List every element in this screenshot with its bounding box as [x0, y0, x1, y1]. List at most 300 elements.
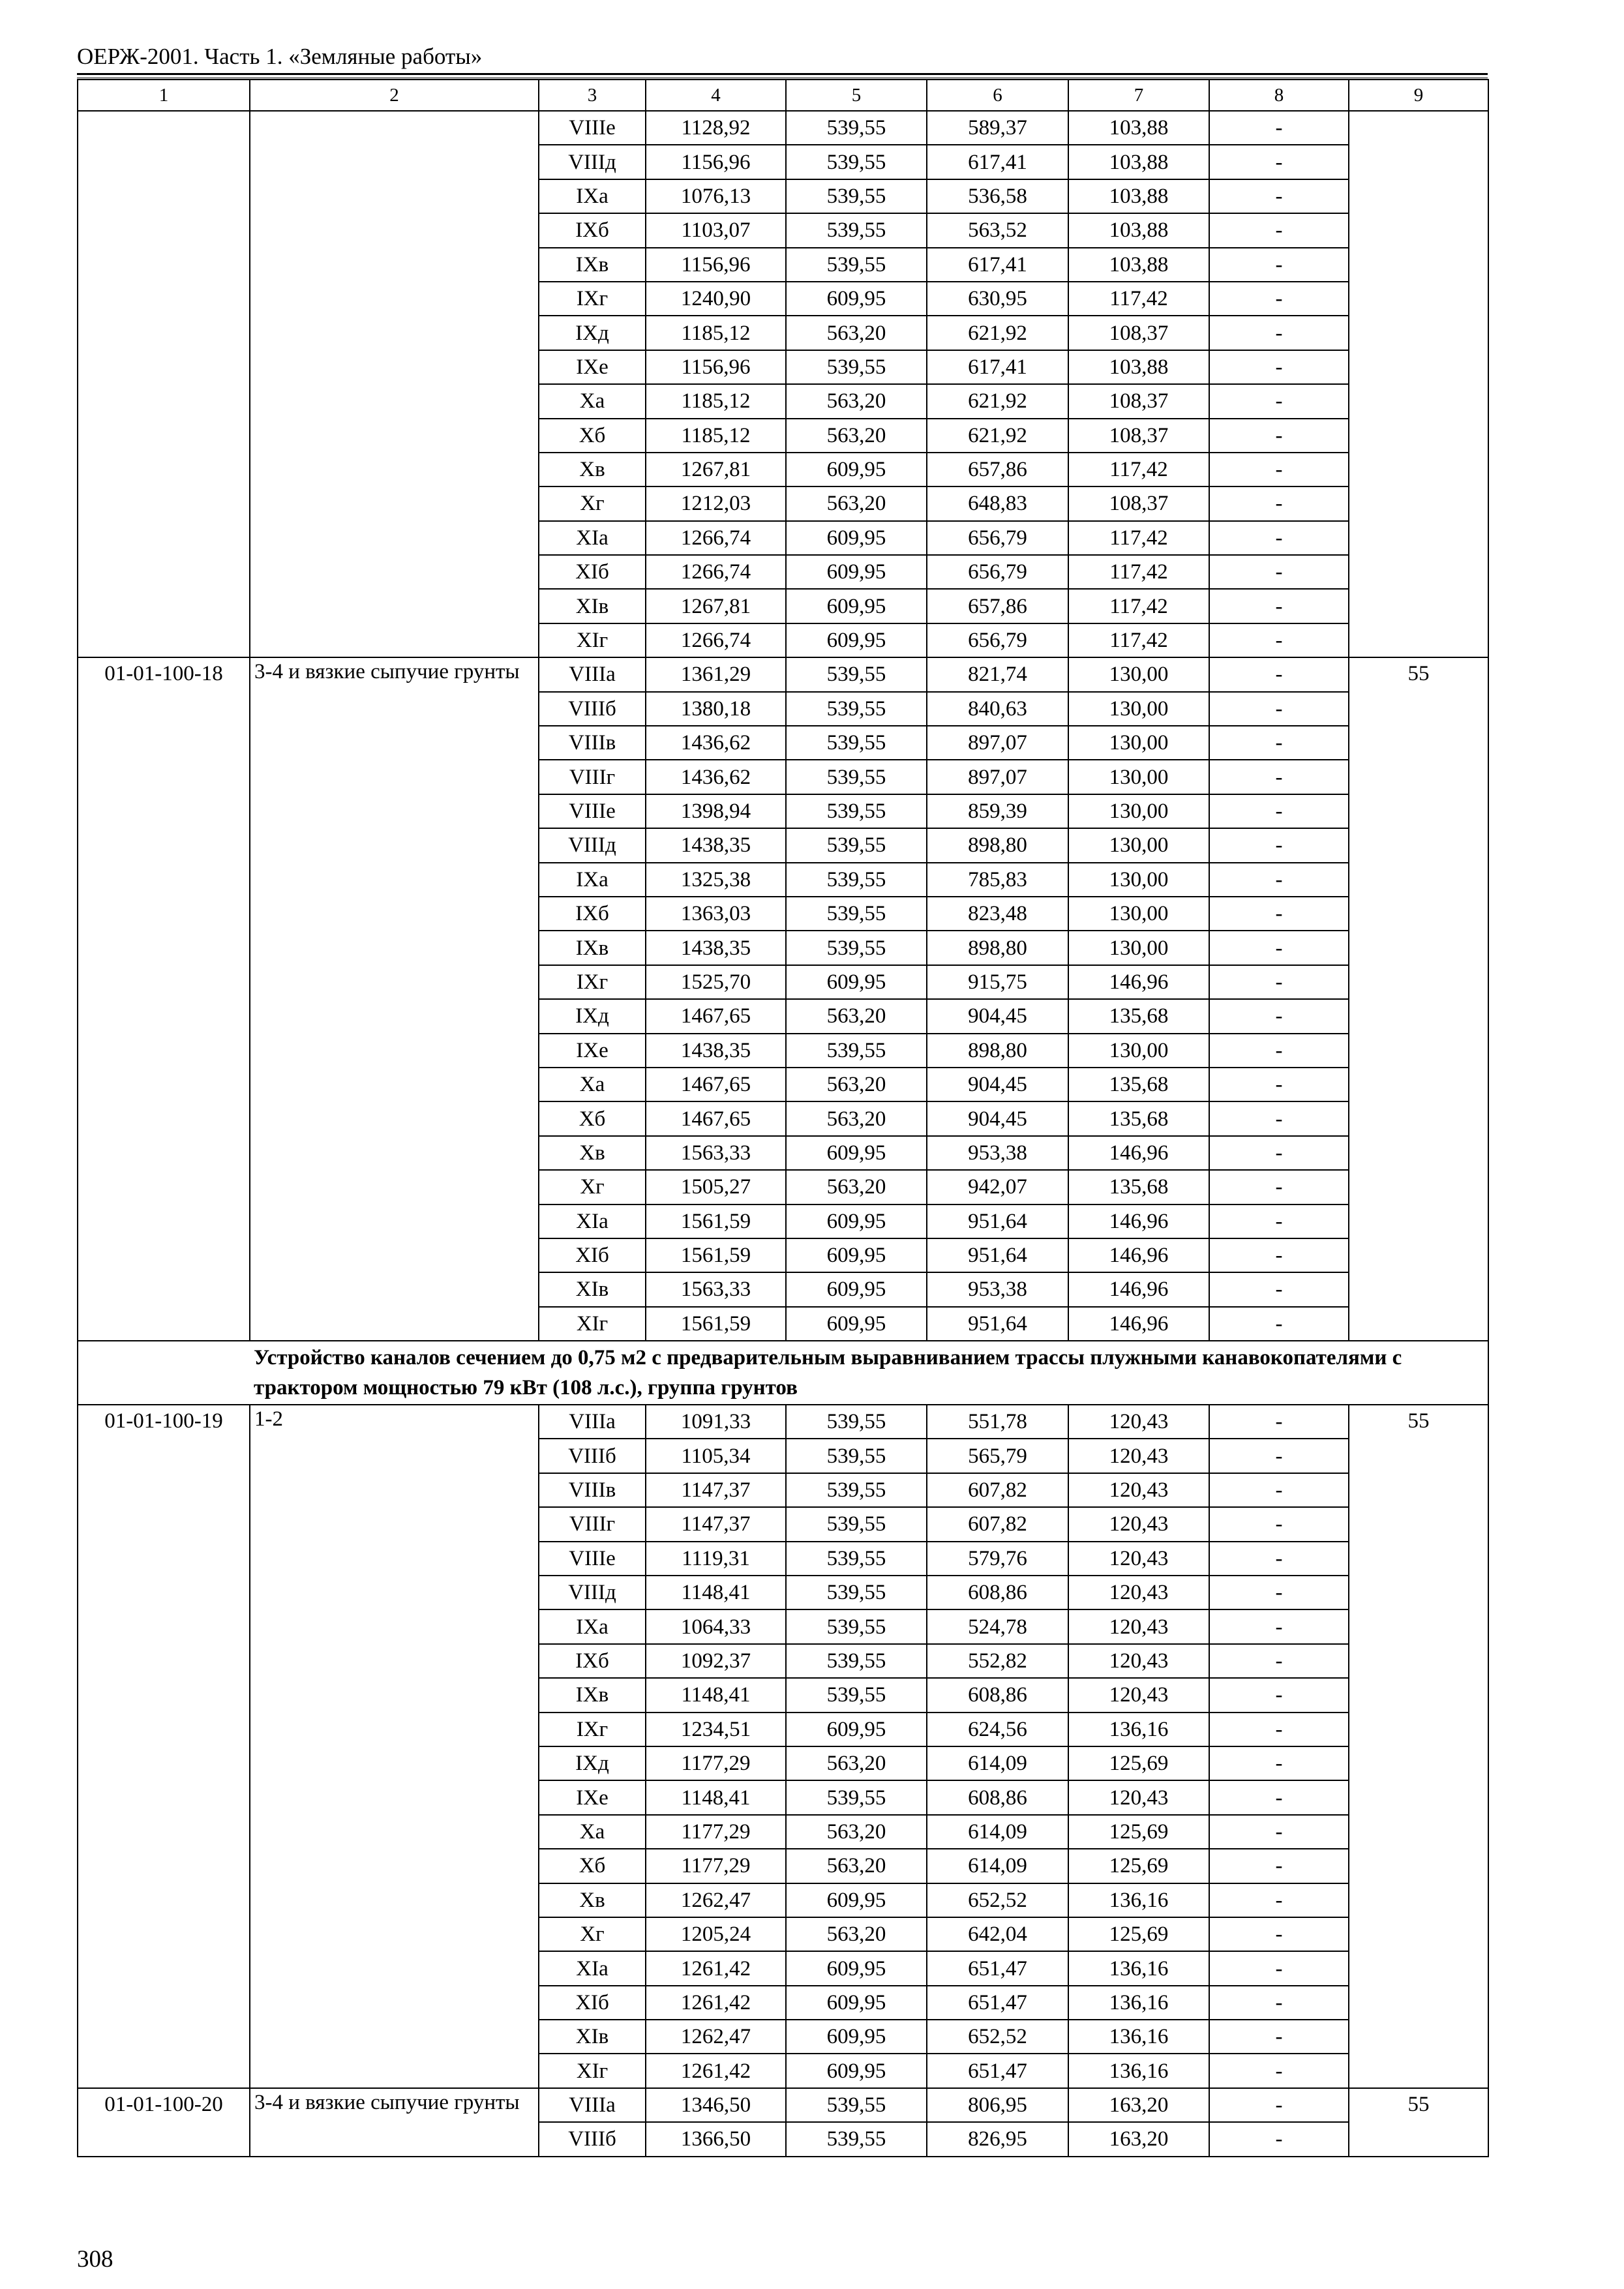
zone-code: Xа [539, 384, 646, 418]
machinist-wages: 103,88 [1068, 350, 1209, 384]
machine-cost: 563,52 [927, 213, 1068, 247]
wages: 609,95 [786, 555, 927, 589]
wages: 609,95 [786, 1951, 927, 1985]
wages: 563,20 [786, 486, 927, 520]
materials-cost: - [1209, 1951, 1349, 1985]
machinist-wages: 130,00 [1068, 692, 1209, 726]
machine-cost: 617,41 [927, 350, 1068, 384]
wages: 563,20 [786, 1917, 927, 1951]
total-cost: 1156,96 [646, 248, 786, 282]
machine-cost: 651,47 [927, 1986, 1068, 2020]
zone-code: XIа [539, 1204, 646, 1238]
materials-cost: - [1209, 692, 1349, 726]
wages: 539,55 [786, 213, 927, 247]
materials-cost: - [1209, 1713, 1349, 1746]
machine-cost: 614,09 [927, 1815, 1068, 1849]
rate-description: 3-4 и вязкие сыпучие грунты [250, 657, 539, 1341]
wages: 539,55 [786, 828, 927, 862]
materials-cost: - [1209, 897, 1349, 931]
materials-cost: - [1209, 2122, 1349, 2156]
machine-cost: 589,37 [927, 111, 1068, 145]
machine-cost: 840,63 [927, 692, 1068, 726]
zone-code: IXв [539, 1678, 646, 1712]
machinist-wages: 103,88 [1068, 111, 1209, 145]
machinist-wages: 103,88 [1068, 213, 1209, 247]
machinist-wages: 125,69 [1068, 1917, 1209, 1951]
total-cost: 1436,62 [646, 760, 786, 794]
zone-code: IXд [539, 999, 646, 1033]
wages: 563,20 [786, 1101, 927, 1135]
column-number: 6 [927, 80, 1068, 111]
machinist-wages: 146,96 [1068, 1307, 1209, 1341]
machinist-wages: 120,43 [1068, 1473, 1209, 1507]
wages: 563,20 [786, 419, 927, 453]
wages: 539,55 [786, 760, 927, 794]
wages: 609,95 [786, 1238, 927, 1272]
materials-cost: - [1209, 1542, 1349, 1576]
wages: 609,95 [786, 521, 927, 555]
zone-code: VIIIг [539, 1507, 646, 1541]
zone-code: XIв [539, 2020, 646, 2054]
machinist-wages: 120,43 [1068, 1780, 1209, 1814]
materials-cost: - [1209, 1746, 1349, 1780]
materials-cost: - [1209, 2020, 1349, 2054]
total-cost: 1262,47 [646, 1883, 786, 1917]
wages: 539,55 [786, 145, 927, 179]
materials-cost: - [1209, 419, 1349, 453]
materials-cost: - [1209, 1849, 1349, 1883]
total-cost: 1234,51 [646, 1713, 786, 1746]
zone-code: IXд [539, 1746, 646, 1780]
zone-code: VIIIб [539, 692, 646, 726]
materials-cost: - [1209, 1678, 1349, 1712]
total-cost: 1185,12 [646, 419, 786, 453]
zone-code: IXа [539, 863, 646, 897]
materials-cost: - [1209, 350, 1349, 384]
materials-cost: - [1209, 589, 1349, 623]
total-cost: 1205,24 [646, 1917, 786, 1951]
machinist-wages: 125,69 [1068, 1849, 1209, 1883]
wages: 539,55 [786, 1609, 927, 1643]
total-cost: 1105,34 [646, 1439, 786, 1473]
zone-code: XIв [539, 589, 646, 623]
zone-code: IXе [539, 350, 646, 384]
zone-code: IXд [539, 316, 646, 350]
wages: 539,55 [786, 2122, 927, 2156]
wages: 539,55 [786, 1678, 927, 1712]
wages: 609,95 [786, 589, 927, 623]
page-number: 308 [77, 2246, 113, 2273]
materials-cost: - [1209, 213, 1349, 247]
machine-cost: 652,52 [927, 1883, 1068, 1917]
total-cost: 1467,65 [646, 1068, 786, 1101]
total-cost: 1325,38 [646, 863, 786, 897]
wages: 609,95 [786, 282, 927, 316]
column-number: 2 [250, 80, 539, 111]
zone-code: VIIIв [539, 1473, 646, 1507]
machine-cost: 904,45 [927, 1101, 1068, 1135]
materials-cost: - [1209, 248, 1349, 282]
zone-code: VIIIе [539, 1542, 646, 1576]
materials-cost: - [1209, 111, 1349, 145]
machine-cost: 651,47 [927, 2054, 1068, 2087]
wages: 539,55 [786, 692, 927, 726]
wages: 539,55 [786, 794, 927, 828]
table-row [78, 657, 1488, 691]
machinist-wages: 130,00 [1068, 931, 1209, 965]
machine-cost: 608,86 [927, 1780, 1068, 1814]
machinist-wages: 117,42 [1068, 555, 1209, 589]
zone-code: VIIIб [539, 1439, 646, 1473]
machinist-wages: 117,42 [1068, 623, 1209, 657]
total-cost: 1076,13 [646, 179, 786, 213]
machinist-wages: 130,00 [1068, 760, 1209, 794]
column-number: 9 [1349, 80, 1488, 111]
machine-cost: 648,83 [927, 486, 1068, 520]
machine-cost: 898,80 [927, 931, 1068, 965]
rate-code: 01-01-100-20 [78, 2088, 250, 2157]
materials-cost: - [1209, 1815, 1349, 1849]
materials-cost: - [1209, 486, 1349, 520]
section-title: Устройство каналов сечением до 0,75 м2 с предварительным выравниванием трассы плужными канавокопателями с трактором мощностью 79 кВт (108 л.с.), группа грунтов [250, 1341, 1488, 1405]
machine-cost: 942,07 [927, 1170, 1068, 1204]
zone-code: VIIIд [539, 1576, 646, 1609]
total-cost: 1563,33 [646, 1272, 786, 1306]
materials-cost: - [1209, 1986, 1349, 2020]
zone-code: VIIIа [539, 2088, 646, 2122]
machinist-wages: 136,16 [1068, 2020, 1209, 2054]
zone-code: Xв [539, 453, 646, 486]
zone-code: IXб [539, 1644, 646, 1678]
materials-cost: - [1209, 555, 1349, 589]
machinist-wages: 117,42 [1068, 282, 1209, 316]
machine-cost: 617,41 [927, 248, 1068, 282]
zone-code: Xв [539, 1136, 646, 1170]
materials-cost: - [1209, 453, 1349, 486]
machinist-wages: 146,96 [1068, 1136, 1209, 1170]
total-cost: 1380,18 [646, 692, 786, 726]
materials-cost: - [1209, 1609, 1349, 1643]
machine-cost: 614,09 [927, 1849, 1068, 1883]
machinist-wages: 117,42 [1068, 521, 1209, 555]
wages: 563,20 [786, 1068, 927, 1101]
materials-cost: - [1209, 2054, 1349, 2087]
machinist-wages: 108,37 [1068, 384, 1209, 418]
total-cost: 1185,12 [646, 384, 786, 418]
labor-value: 55 [1349, 1405, 1488, 2088]
zone-code: IXб [539, 213, 646, 247]
machine-cost: 859,39 [927, 794, 1068, 828]
column-number-row [78, 80, 1488, 111]
total-cost: 1185,12 [646, 316, 786, 350]
machine-cost: 656,79 [927, 623, 1068, 657]
rate-code: 01-01-100-18 [78, 657, 250, 1341]
materials-cost: - [1209, 145, 1349, 179]
wages: 609,95 [786, 1272, 927, 1306]
rates-table-body [78, 80, 1488, 2157]
materials-cost: - [1209, 1883, 1349, 1917]
machine-cost: 823,48 [927, 897, 1068, 931]
wages: 539,55 [786, 1439, 927, 1473]
zone-code: XIв [539, 1272, 646, 1306]
total-cost: 1148,41 [646, 1780, 786, 1814]
column-number: 8 [1209, 80, 1349, 111]
zone-code: VIIIг [539, 760, 646, 794]
table-row [78, 2088, 1488, 2122]
materials-cost: - [1209, 1405, 1349, 1439]
machine-cost: 904,45 [927, 1068, 1068, 1101]
zone-code: XIг [539, 2054, 646, 2087]
machinist-wages: 135,68 [1068, 1101, 1209, 1135]
machine-cost: 904,45 [927, 999, 1068, 1033]
machine-cost: 552,82 [927, 1644, 1068, 1678]
machine-cost: 953,38 [927, 1136, 1068, 1170]
machinist-wages: 163,20 [1068, 2122, 1209, 2156]
machinist-wages: 135,68 [1068, 999, 1209, 1033]
total-cost: 1438,35 [646, 1034, 786, 1068]
machine-cost: 657,86 [927, 589, 1068, 623]
machine-cost: 617,41 [927, 145, 1068, 179]
machine-cost: 630,95 [927, 282, 1068, 316]
wages: 539,55 [786, 248, 927, 282]
wages: 563,20 [786, 1849, 927, 1883]
column-number: 1 [78, 80, 250, 111]
materials-cost: - [1209, 1307, 1349, 1341]
machinist-wages: 146,96 [1068, 965, 1209, 999]
total-cost: 1267,81 [646, 589, 786, 623]
zone-code: XIг [539, 623, 646, 657]
materials-cost: - [1209, 384, 1349, 418]
machine-cost: 579,76 [927, 1542, 1068, 1576]
wages: 563,20 [786, 1746, 927, 1780]
machine-cost: 826,95 [927, 2122, 1068, 2156]
wages: 539,55 [786, 1473, 927, 1507]
zone-code: IXг [539, 965, 646, 999]
total-cost: 1240,90 [646, 282, 786, 316]
zone-code: IXе [539, 1034, 646, 1068]
column-number: 7 [1068, 80, 1209, 111]
wages: 539,55 [786, 111, 927, 145]
machine-cost: 642,04 [927, 1917, 1068, 1951]
total-cost: 1563,33 [646, 1136, 786, 1170]
total-cost: 1505,27 [646, 1170, 786, 1204]
machinist-wages: 117,42 [1068, 589, 1209, 623]
total-cost: 1361,29 [646, 657, 786, 691]
total-cost: 1064,33 [646, 1609, 786, 1643]
machinist-wages: 125,69 [1068, 1746, 1209, 1780]
zone-code: XIб [539, 555, 646, 589]
wages: 563,20 [786, 1170, 927, 1204]
section-blank-cell [78, 1341, 250, 1405]
zone-code: Xг [539, 1917, 646, 1951]
materials-cost: - [1209, 965, 1349, 999]
materials-cost: - [1209, 521, 1349, 555]
machine-cost: 621,92 [927, 384, 1068, 418]
zone-code: VIIIд [539, 828, 646, 862]
machinist-wages: 103,88 [1068, 248, 1209, 282]
wages: 563,20 [786, 384, 927, 418]
zone-code: IXг [539, 1713, 646, 1746]
machinist-wages: 130,00 [1068, 897, 1209, 931]
wages: 539,55 [786, 863, 927, 897]
wages: 539,55 [786, 179, 927, 213]
total-cost: 1261,42 [646, 2054, 786, 2087]
total-cost: 1261,42 [646, 1951, 786, 1985]
materials-cost: - [1209, 282, 1349, 316]
zone-code: Xб [539, 419, 646, 453]
zone-code: IXв [539, 248, 646, 282]
wages: 609,95 [786, 1307, 927, 1341]
total-cost: 1148,41 [646, 1678, 786, 1712]
machinist-wages: 136,16 [1068, 1951, 1209, 1985]
machine-cost: 656,79 [927, 521, 1068, 555]
zone-code: VIIIа [539, 657, 646, 691]
machine-cost: 621,92 [927, 419, 1068, 453]
total-cost: 1262,47 [646, 2020, 786, 2054]
zone-code: Xг [539, 1170, 646, 1204]
zone-code: Xа [539, 1815, 646, 1849]
zone-code: IXг [539, 282, 646, 316]
machine-cost: 898,80 [927, 1034, 1068, 1068]
machinist-wages: 130,00 [1068, 794, 1209, 828]
zone-code: XIб [539, 1986, 646, 2020]
machinist-wages: 135,68 [1068, 1170, 1209, 1204]
materials-cost: - [1209, 1644, 1349, 1678]
wages: 539,55 [786, 931, 927, 965]
wages: 539,55 [786, 1780, 927, 1814]
machine-cost: 785,83 [927, 863, 1068, 897]
wages: 609,95 [786, 1204, 927, 1238]
total-cost: 1266,74 [646, 555, 786, 589]
wages: 563,20 [786, 316, 927, 350]
machinist-wages: 108,37 [1068, 486, 1209, 520]
machinist-wages: 163,20 [1068, 2088, 1209, 2122]
machinist-wages: 108,37 [1068, 316, 1209, 350]
machinist-wages: 120,43 [1068, 1507, 1209, 1541]
machinist-wages: 130,00 [1068, 1034, 1209, 1068]
rate-code [78, 111, 250, 657]
materials-cost: - [1209, 657, 1349, 691]
total-cost: 1092,37 [646, 1644, 786, 1678]
wages: 539,55 [786, 1576, 927, 1609]
machine-cost: 806,95 [927, 2088, 1068, 2122]
wages: 609,95 [786, 1136, 927, 1170]
wages: 563,20 [786, 1815, 927, 1849]
materials-cost: - [1209, 1576, 1349, 1609]
machine-cost: 951,64 [927, 1238, 1068, 1272]
materials-cost: - [1209, 2088, 1349, 2122]
machinist-wages: 130,00 [1068, 828, 1209, 862]
zone-code: XIа [539, 1951, 646, 1985]
materials-cost: - [1209, 1917, 1349, 1951]
zone-code: Xг [539, 486, 646, 520]
machinist-wages: 120,43 [1068, 1405, 1209, 1439]
total-cost: 1438,35 [646, 931, 786, 965]
materials-cost: - [1209, 1034, 1349, 1068]
machine-cost: 897,07 [927, 760, 1068, 794]
total-cost: 1266,74 [646, 623, 786, 657]
total-cost: 1156,96 [646, 145, 786, 179]
zone-code: VIIIд [539, 145, 646, 179]
wages: 609,95 [786, 2054, 927, 2087]
materials-cost: - [1209, 828, 1349, 862]
machine-cost: 614,09 [927, 1746, 1068, 1780]
machinist-wages: 117,42 [1068, 453, 1209, 486]
machinist-wages: 120,43 [1068, 1576, 1209, 1609]
rate-description: 1-2 [250, 1405, 539, 2088]
total-cost: 1266,74 [646, 521, 786, 555]
zone-code: IXв [539, 931, 646, 965]
machine-cost: 915,75 [927, 965, 1068, 999]
zone-code: Xб [539, 1101, 646, 1135]
zone-code: VIIIа [539, 1405, 646, 1439]
machine-cost: 536,58 [927, 179, 1068, 213]
machinist-wages: 130,00 [1068, 863, 1209, 897]
total-cost: 1128,92 [646, 111, 786, 145]
machine-cost: 951,64 [927, 1307, 1068, 1341]
total-cost: 1366,50 [646, 2122, 786, 2156]
materials-cost: - [1209, 863, 1349, 897]
header-rule [77, 73, 1488, 75]
machinist-wages: 108,37 [1068, 419, 1209, 453]
materials-cost: - [1209, 1204, 1349, 1238]
wages: 539,55 [786, 1405, 927, 1439]
machinist-wages: 130,00 [1068, 657, 1209, 691]
wages: 539,55 [786, 657, 927, 691]
materials-cost: - [1209, 760, 1349, 794]
rate-code: 01-01-100-19 [78, 1405, 250, 2088]
wages: 609,95 [786, 2020, 927, 2054]
zone-code: IXа [539, 1609, 646, 1643]
machine-cost: 953,38 [927, 1272, 1068, 1306]
column-number: 3 [539, 80, 646, 111]
section-header-row [78, 1341, 1488, 1405]
wages: 539,55 [786, 1507, 927, 1541]
machinist-wages: 136,16 [1068, 1986, 1209, 2020]
materials-cost: - [1209, 1473, 1349, 1507]
wages: 609,95 [786, 1713, 927, 1746]
zone-code: Xа [539, 1068, 646, 1101]
machinist-wages: 120,43 [1068, 1439, 1209, 1473]
materials-cost: - [1209, 1439, 1349, 1473]
machine-cost: 607,82 [927, 1473, 1068, 1507]
wages: 539,55 [786, 2088, 927, 2122]
machinist-wages: 136,16 [1068, 1883, 1209, 1917]
wages: 539,55 [786, 1542, 927, 1576]
total-cost: 1261,42 [646, 1986, 786, 2020]
total-cost: 1156,96 [646, 350, 786, 384]
machinist-wages: 103,88 [1068, 145, 1209, 179]
machine-cost: 551,78 [927, 1405, 1068, 1439]
machinist-wages: 120,43 [1068, 1609, 1209, 1643]
total-cost: 1267,81 [646, 453, 786, 486]
machine-cost: 608,86 [927, 1576, 1068, 1609]
total-cost: 1177,29 [646, 1849, 786, 1883]
total-cost: 1091,33 [646, 1405, 786, 1439]
wages: 539,55 [786, 897, 927, 931]
zone-code: Xв [539, 1883, 646, 1917]
wages: 563,20 [786, 999, 927, 1033]
materials-cost: - [1209, 931, 1349, 965]
machinist-wages: 120,43 [1068, 1542, 1209, 1576]
labor-value: 55 [1349, 2088, 1488, 2157]
wages: 609,95 [786, 623, 927, 657]
zone-code: IXб [539, 897, 646, 931]
zone-code: XIг [539, 1307, 646, 1341]
total-cost: 1147,37 [646, 1507, 786, 1541]
total-cost: 1467,65 [646, 1101, 786, 1135]
materials-cost: - [1209, 1238, 1349, 1272]
